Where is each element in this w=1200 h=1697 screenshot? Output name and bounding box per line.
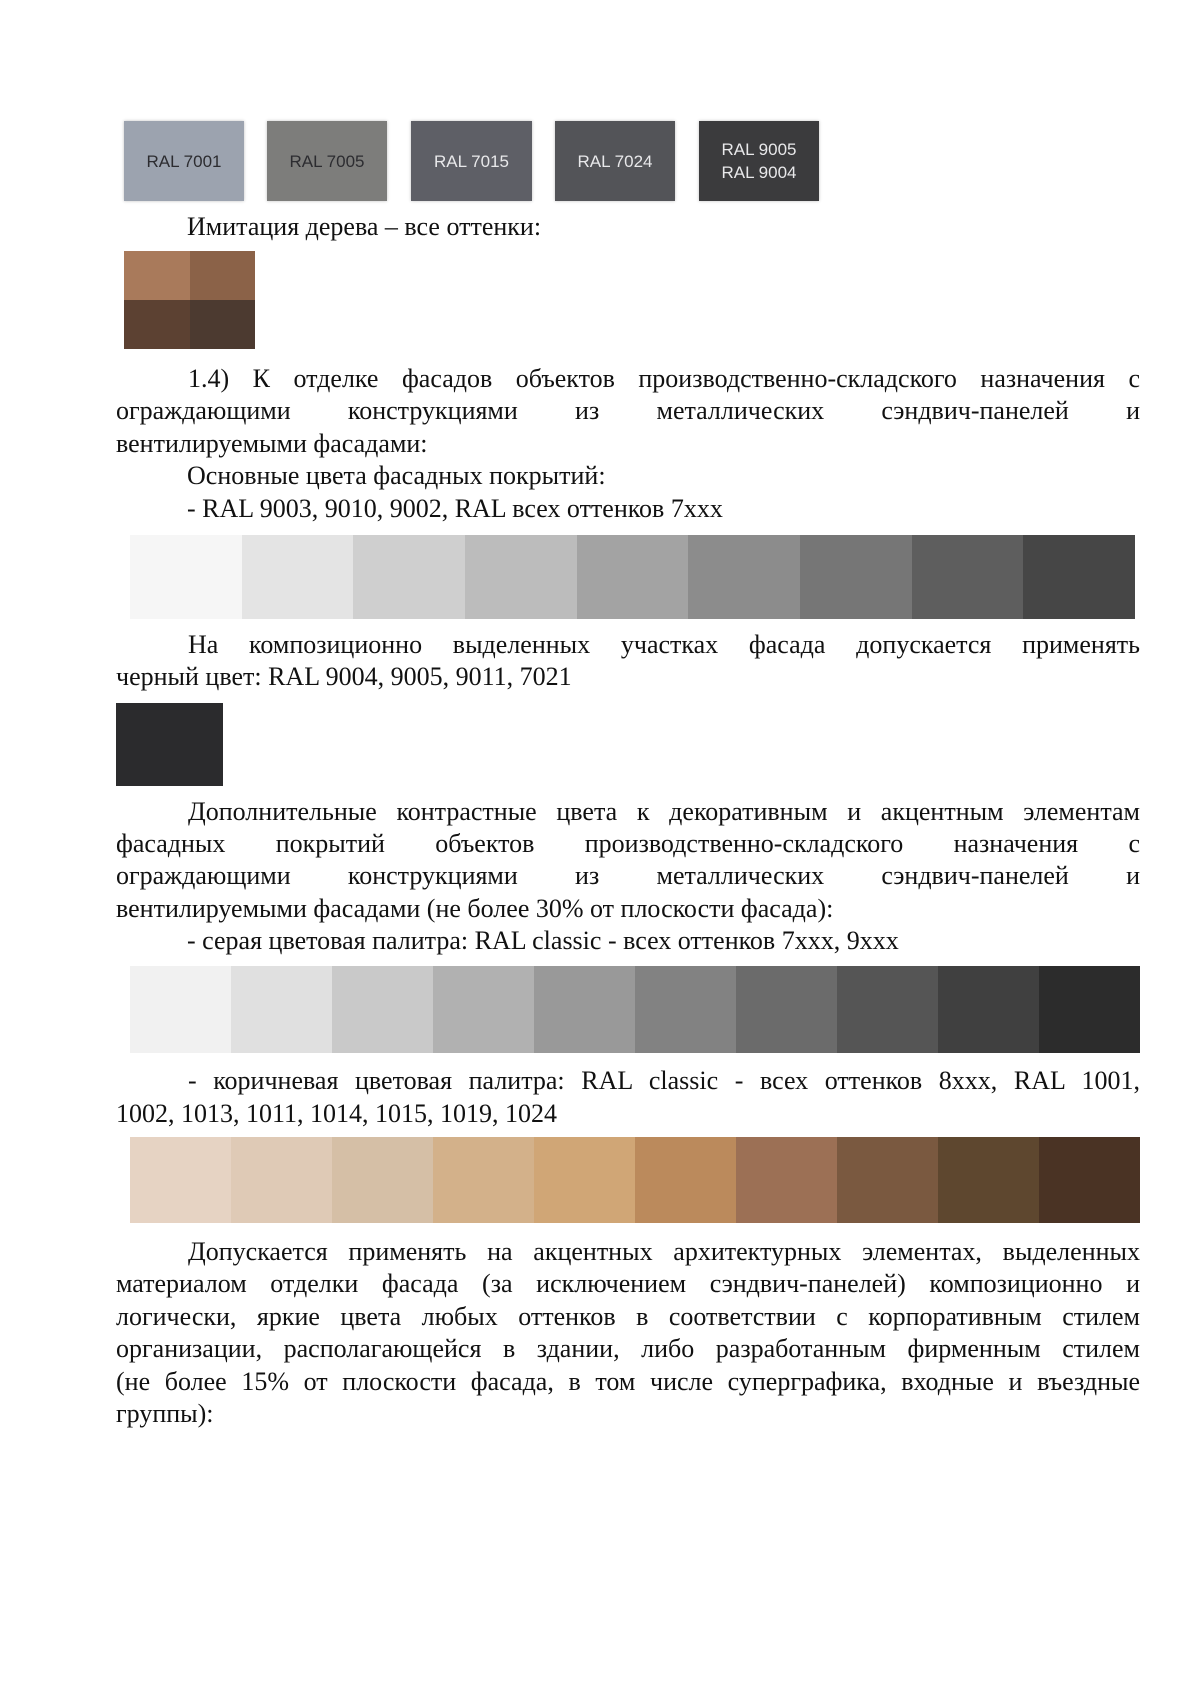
grey-strip-cell <box>130 966 231 1053</box>
contrast-line4: вентилируемыми фасадами (не более 30% от плоскости фасада): <box>116 894 834 923</box>
grey-palette-item: - серая цветовая палитра: RAL classic - всех оттенков 7ххх, 9ххх <box>187 926 899 955</box>
ral-swatch-label: RAL 9004 <box>721 163 797 182</box>
ral-swatch-label: RAL 7015 <box>434 151 509 171</box>
brown-color-strip <box>130 1137 1140 1223</box>
brown-strip-cell <box>534 1137 635 1223</box>
grey-strip-cell <box>433 966 534 1053</box>
brown-strip-cell <box>635 1137 736 1223</box>
ral-swatch-label: RAL 7005 <box>289 151 365 171</box>
grey-strip-cell <box>1039 966 1140 1053</box>
brown-strip-cell <box>1039 1137 1140 1223</box>
main-strip-cell <box>1023 535 1135 619</box>
brown-palette-line2: 1002, 1013, 1011, 1014, 1015, 1019, 1024 <box>116 1099 558 1128</box>
main-colors-item: - RAL 9003, 9010, 9002, RAL всех оттенков 7ххх <box>187 494 723 523</box>
final-line5: (не более 15% от плоскости фасада, в том числе суперграфика, входные и въездные <box>116 1367 1140 1396</box>
brown-palette-line1: - коричневая цветовая палитра: RAL classic - всех оттенков 8ххх, RAL 1001, <box>188 1066 1140 1095</box>
brown-strip-cell <box>130 1137 231 1223</box>
wood-color <box>124 251 190 300</box>
final-line3: логически, яркие цвета любых оттенков в соответствии с корпоративным стилем <box>116 1302 1140 1331</box>
grey-strip-cell <box>332 966 433 1053</box>
ral-swatch <box>555 121 675 201</box>
contrast-line1: Дополнительные контрастные цвета к декоративным и акцентным элементам <box>188 797 1140 826</box>
grey-strip-cell <box>231 966 332 1053</box>
final-line1: Допускается применять на акцентных архитектурных элементах, выделенных <box>188 1237 1140 1266</box>
main-color-strip <box>130 535 1135 619</box>
main-colors-heading: Основные цвета фасадных покрытий: <box>187 461 606 490</box>
grey-strip-cell <box>534 966 635 1053</box>
main-strip-cell <box>465 535 577 619</box>
brown-strip-cell <box>433 1137 534 1223</box>
final-line6: группы): <box>116 1399 214 1428</box>
contrast-line3: ограждающими конструкциями из металлических сэндвич-панелей и <box>116 861 1140 890</box>
grey-strip-cell <box>635 966 736 1053</box>
brown-strip-cell <box>938 1137 1039 1223</box>
grey-color-strip <box>130 966 1140 1053</box>
contrast-line2: фасадных покрытий объектов производственно-складского назначения с <box>116 829 1140 858</box>
ral-swatch-row <box>124 121 824 201</box>
ral-swatch-label: RAL 9005 <box>721 140 797 159</box>
wood-color <box>190 251 256 300</box>
brown-strip-cell <box>736 1137 837 1223</box>
main-strip-cell <box>242 535 354 619</box>
grey-strip-cell <box>736 966 837 1053</box>
black-text-line2: черный цвет: RAL 9004, 9005, 9011, 7021 <box>116 662 572 691</box>
final-line4: организации, располагающейся в здании, либо разработанным фирменным стилем <box>116 1334 1140 1363</box>
main-strip-cell <box>800 535 912 619</box>
grey-strip-cell <box>837 966 938 1053</box>
black-text-line1: На композиционно выделенных участках фасада допускается применять <box>188 630 1140 659</box>
main-strip-cell <box>130 535 242 619</box>
brown-strip-cell <box>332 1137 433 1223</box>
main-strip-cell <box>912 535 1024 619</box>
wood-heading: Имитация дерева – все оттенки: <box>187 212 542 241</box>
brown-strip-cell <box>837 1137 938 1223</box>
main-strip-cell <box>688 535 800 619</box>
ral-swatch-label: RAL 7024 <box>577 151 653 171</box>
black-swatch <box>116 703 223 786</box>
grey-strip-cell <box>938 966 1039 1053</box>
main-strip-cell <box>353 535 465 619</box>
brown-strip-cell <box>231 1137 332 1223</box>
ral-swatch <box>267 121 387 201</box>
ral-swatch <box>411 121 532 201</box>
wood-color <box>124 300 190 349</box>
wood-swatch <box>124 251 255 349</box>
ral-swatch-label: RAL 7001 <box>146 151 222 171</box>
section-1-4-line2: ограждающими конструкциями из металлических сэндвич-панелей и <box>116 396 1140 425</box>
main-strip-cell <box>577 535 689 619</box>
ral-swatch <box>124 121 244 201</box>
section-1-4-line3: вентилируемыми фасадами: <box>116 429 428 458</box>
final-line2: материалом отделки фасада (за исключением сэндвич-панелей) композиционно и <box>116 1269 1140 1298</box>
ral-swatch <box>699 121 819 201</box>
wood-color <box>190 300 256 349</box>
section-1-4-line1: 1.4) К отделке фасадов объектов производственно-складского назначения с <box>188 364 1140 393</box>
